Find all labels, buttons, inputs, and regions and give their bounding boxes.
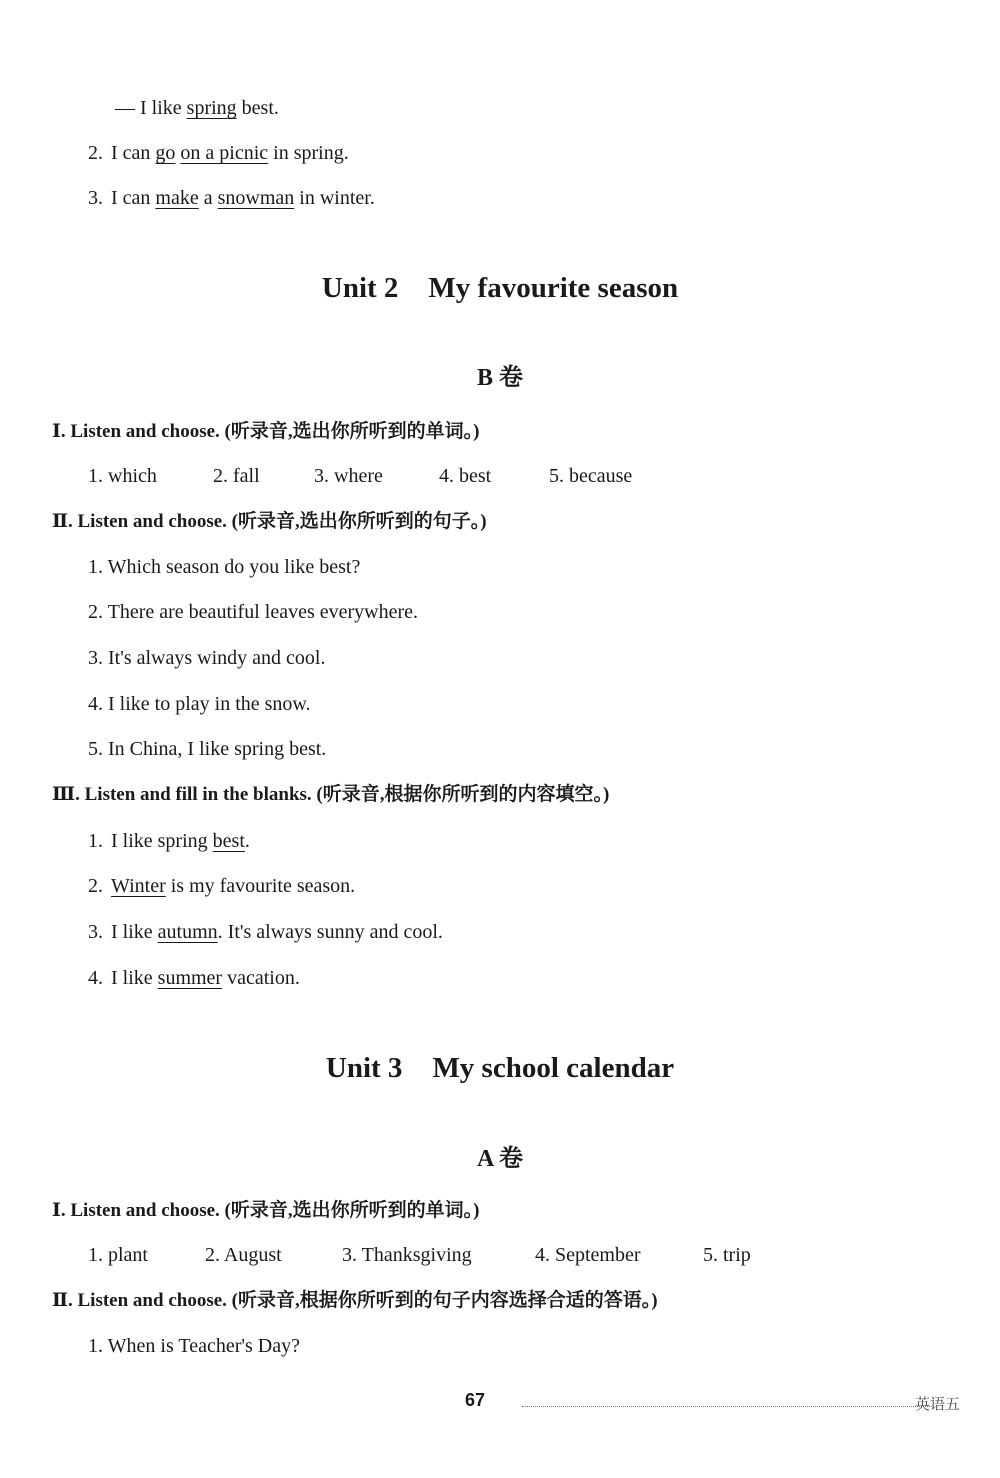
list-item: 3. It's always windy and cool.	[88, 647, 326, 669]
list-item: 2. Winter is my favourite season.	[88, 875, 356, 897]
list-item: 5. In China, I like spring best.	[88, 738, 327, 760]
footer-label: 英语五	[915, 1397, 961, 1413]
section-heading: Ⅰ. Listen and choose. (听录音,选出你所听到的单词。)	[52, 421, 480, 442]
list-item: 4. I like summer vacation.	[88, 967, 300, 989]
list-item: 1. When is Teacher's Day?	[88, 1335, 300, 1357]
part-a-heading: A 卷	[476, 1146, 523, 1172]
list-item: 3. I like autumn. It's always sunny and cool.	[88, 921, 443, 943]
list-item: 2. I can go on a picnic in spring.	[88, 142, 349, 164]
answer-word: best	[212, 830, 245, 852]
section-heading: Ⅰ. Listen and choose. (听录音,选出你所听到的单词。)	[52, 1200, 480, 1221]
word-list: 1. plant 2. August 3. Thanksgiving 4. September 5. trip	[88, 1244, 751, 1266]
answer-word: make	[155, 187, 199, 209]
section-heading: Ⅱ. Listen and choose. (听录音,选出你所听到的句子。)	[52, 511, 487, 532]
unit-2-title: Unit 2 My favourite season	[321, 272, 679, 304]
section-heading: Ⅲ. Listen and fill in the blanks. (听录音,根据你所听到的内容填空。)	[52, 784, 610, 805]
list-item: 1. I like spring best.	[88, 830, 250, 852]
answer-word: autumn	[157, 921, 218, 943]
footer-divider	[522, 1406, 932, 1407]
answer-word: go	[155, 142, 176, 164]
list-item: 3. I can make a snowman in winter.	[88, 187, 375, 209]
answer-line: — I like spring best.	[115, 97, 279, 119]
part-b-heading: B 卷	[476, 365, 523, 391]
answer-word: Winter	[111, 875, 166, 897]
answer-word: summer	[157, 967, 223, 989]
unit-3-title: Unit 3 My school calendar	[325, 1052, 675, 1084]
list-item: 1. Which season do you like best?	[88, 556, 361, 578]
answer-word: spring	[186, 97, 237, 119]
word-list: 1. which 2. fall 3. where 4. best 5. because	[88, 465, 633, 487]
page-number: 67	[464, 1390, 486, 1410]
answer-word: on a picnic	[180, 142, 269, 164]
section-heading: Ⅱ. Listen and choose. (听录音,根据你所听到的句子内容选择合适的答语。)	[52, 1290, 658, 1311]
list-item: 2. There are beautiful leaves everywhere.	[88, 601, 419, 623]
list-item: 4. I like to play in the snow.	[88, 693, 311, 715]
answer-word: snowman	[217, 187, 295, 209]
